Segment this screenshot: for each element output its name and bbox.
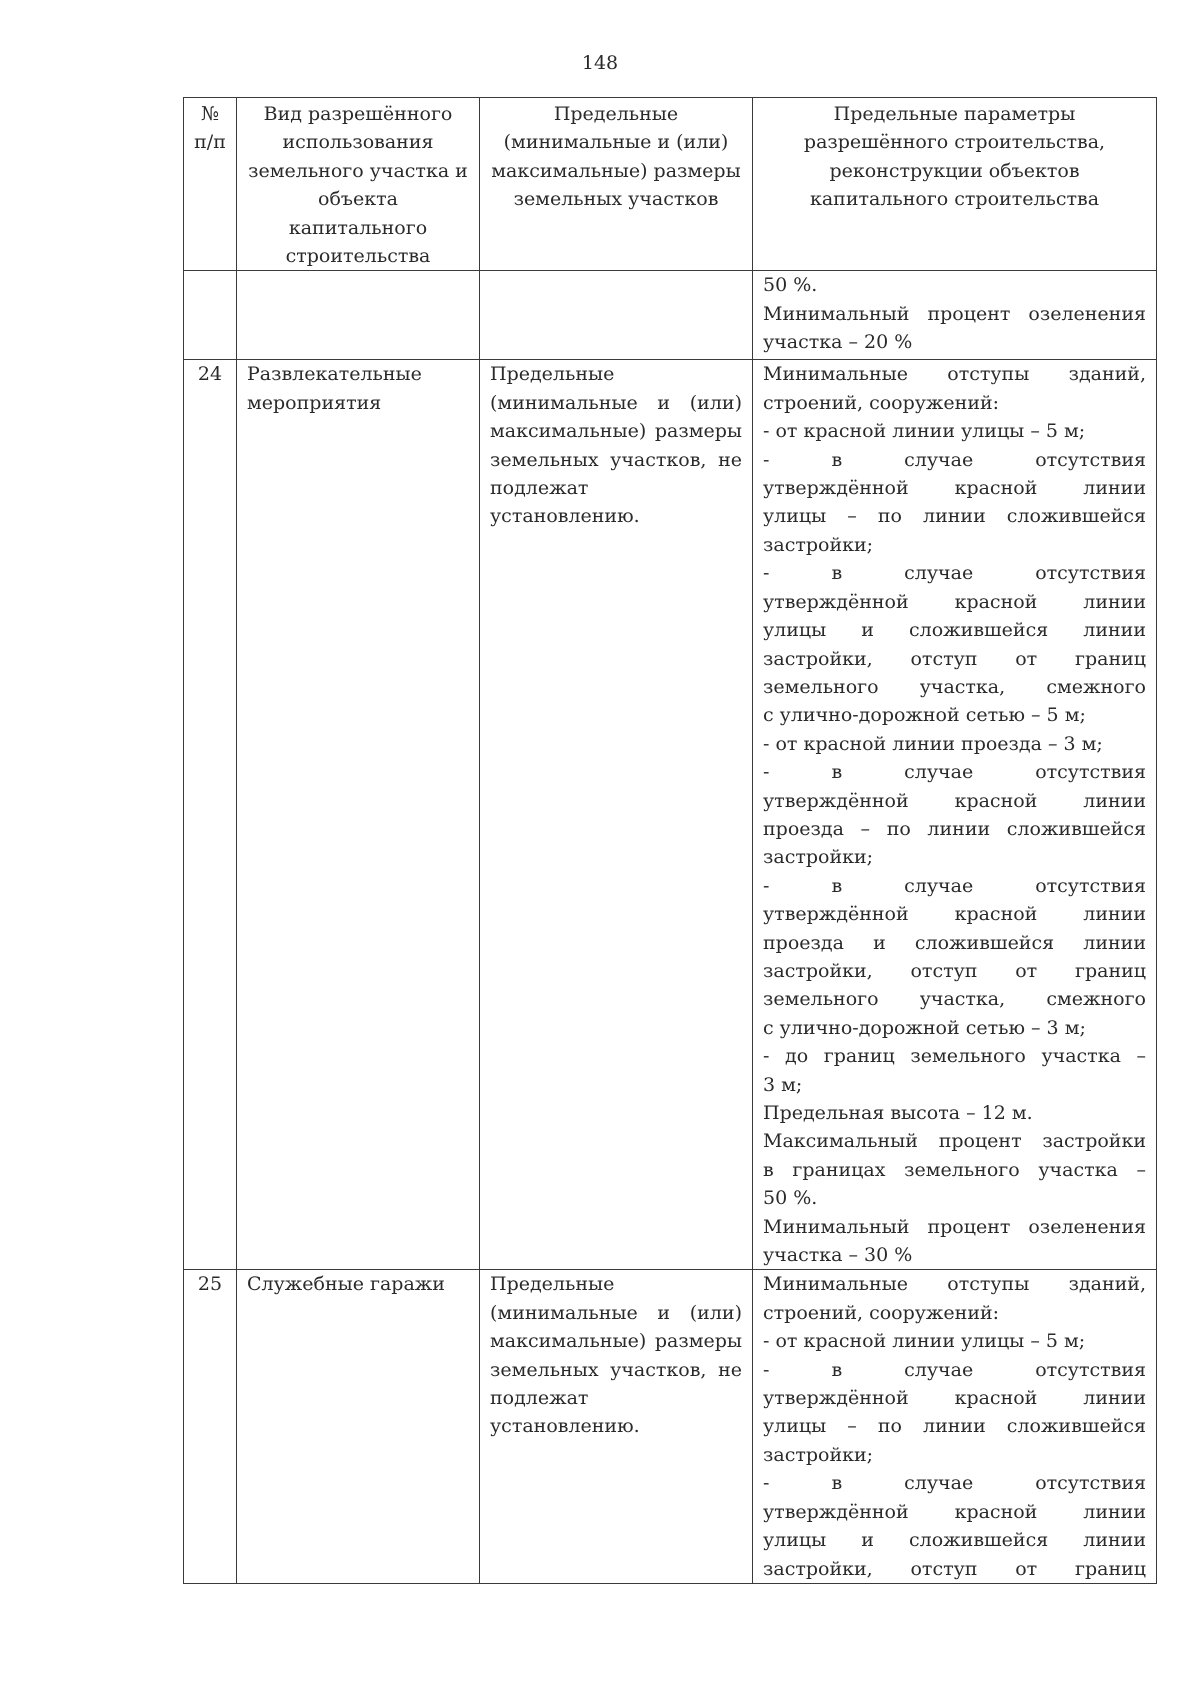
header-line: капитального — [288, 216, 428, 239]
text-line: - от красной линии проезда – 3 м; — [763, 732, 1103, 755]
text-line: - в случае отсутствия — [763, 562, 1146, 585]
text-line: подлежат — [490, 1387, 589, 1410]
text-line: проезда и сложившейся линии — [763, 931, 1146, 954]
row-number: 25 — [184, 1270, 237, 1583]
text-line: с улично-дорожной сетью – 3 м; — [763, 1016, 1086, 1039]
header-line: № — [201, 103, 219, 125]
text-line: (минимальные и (или) — [490, 1301, 742, 1324]
header-line: п/п — [194, 131, 226, 154]
text-line: (минимальные и (или) — [490, 391, 742, 414]
table-row — [184, 1270, 1157, 1583]
text-line: утверждённой красной линии — [763, 903, 1146, 926]
text-line: - в случае отсутствия — [763, 761, 1146, 784]
text-line: утверждённой красной линии — [763, 477, 1146, 500]
text-line: Предельные — [490, 1273, 615, 1296]
use-type-cell — [237, 271, 480, 360]
text-line: - в случае отсутствия — [763, 448, 1146, 471]
text-line: утверждённой красной линии — [763, 1387, 1146, 1410]
text-line: земельных участков, не — [490, 1358, 742, 1381]
text-line: - в случае отсутствия — [763, 874, 1146, 897]
text-line: установлению. — [490, 1415, 640, 1438]
page-number: 148 — [581, 52, 619, 74]
text-line: 3 м; — [763, 1073, 803, 1096]
table-header-row — [184, 98, 1157, 271]
row-number: 24 — [184, 360, 237, 1270]
text-line: максимальные) размеры — [490, 420, 742, 443]
header-parameters — [753, 98, 1157, 271]
header-plot-sizes — [480, 98, 753, 271]
header-line: реконструкции объектов — [829, 159, 1080, 182]
text-line: улицы и сложившейся линии — [763, 619, 1146, 642]
header-line: Предельные — [553, 103, 679, 125]
text-line: установлению. — [490, 505, 640, 528]
text-line: земельного участка, смежного — [763, 675, 1146, 698]
header-line: (минимальные и (или) — [503, 131, 729, 154]
text-line: земельного участка, смежного — [763, 988, 1146, 1011]
text-line: строений, сооружений: — [763, 1301, 1000, 1324]
text-line: 50 %. — [763, 1187, 818, 1210]
text-line: улицы – по линии сложившейся — [763, 505, 1146, 528]
text-line: - в случае отсутствия — [763, 1358, 1146, 1381]
text-line: улицы – по линии сложившейся — [763, 1415, 1146, 1438]
parameters-cell — [753, 360, 1157, 1270]
text-line: участка – 20 % — [763, 331, 913, 354]
plot-sizes-cell — [480, 1270, 753, 1583]
header-line: земельного участка и — [248, 159, 468, 182]
header-line: максимальные) размеры — [491, 159, 741, 182]
header-line: использования — [282, 131, 434, 154]
text-line: с улично-дорожной сетью – 5 м; — [763, 704, 1086, 727]
text-line: утверждённой красной линии — [763, 590, 1146, 613]
regulations-table — [183, 97, 1157, 1584]
text-line: застройки, отступ от границ — [763, 647, 1146, 670]
text-line: проезда – по линии сложившейся — [763, 817, 1146, 840]
text-line: застройки, отступ от границ — [763, 959, 1146, 982]
text-line: участка – 30 % — [763, 1244, 913, 1267]
header-line: строительства — [285, 245, 431, 268]
text-line: улицы и сложившейся линии — [763, 1529, 1146, 1552]
header-line: земельных участков — [513, 188, 719, 211]
text-line: - до границ земельного участка – — [763, 1045, 1146, 1068]
text-line: Минимальные отступы зданий, — [763, 363, 1146, 386]
header-line: разрешённого строительства, — [803, 131, 1106, 154]
header-line: капитального строительства — [809, 188, 1100, 211]
text-line: - от красной линии улицы – 5 м; — [763, 1330, 1086, 1353]
text-line: застройки; — [763, 846, 874, 869]
plot-sizes-cell — [480, 271, 753, 360]
text-line: 50 %. — [763, 274, 818, 297]
header-number — [184, 98, 237, 271]
header-line: объекта — [318, 188, 398, 211]
text-line: утверждённой красной линии — [763, 1500, 1146, 1523]
text-line: - от красной линии улицы – 5 м; — [763, 420, 1086, 443]
text-line: застройки; — [763, 533, 874, 556]
text-line: утверждённой красной линии — [763, 789, 1146, 812]
table-row — [184, 271, 1157, 360]
text-line: Минимальный процент озеленения — [763, 1215, 1146, 1238]
text-line: максимальные) размеры — [490, 1330, 742, 1353]
text-line: Минимальные отступы зданий, — [763, 1273, 1146, 1296]
text-line: земельных участков, не — [490, 448, 742, 471]
header-line: Предельные параметры — [833, 103, 1076, 125]
use-type-cell: Служебные гаражи — [237, 1270, 480, 1583]
header-use-type — [237, 98, 480, 271]
row-number — [184, 271, 237, 360]
text-line: в границах земельного участка – — [763, 1158, 1146, 1181]
table-row — [184, 360, 1157, 1270]
text-line: застройки; — [763, 1443, 874, 1466]
text-line: Предельная высота – 12 м. — [763, 1102, 1033, 1124]
use-type-cell: Развлекательные мероприятия — [237, 360, 480, 1270]
text-line: Максимальный процент застройки — [763, 1130, 1146, 1153]
text-line: подлежат — [490, 477, 589, 500]
text-line: - в случае отсутствия — [763, 1472, 1146, 1495]
header-line: Вид разрешённого — [263, 103, 453, 125]
text-line: Предельные — [490, 363, 615, 386]
parameters-cell — [753, 271, 1157, 360]
parameters-cell — [753, 1270, 1157, 1583]
plot-sizes-cell — [480, 360, 753, 1270]
text-line: Минимальный процент озеленения — [763, 302, 1146, 325]
text-line: застройки, отступ от границ — [763, 1557, 1146, 1580]
text-line: строений, сооружений: — [763, 391, 1000, 414]
